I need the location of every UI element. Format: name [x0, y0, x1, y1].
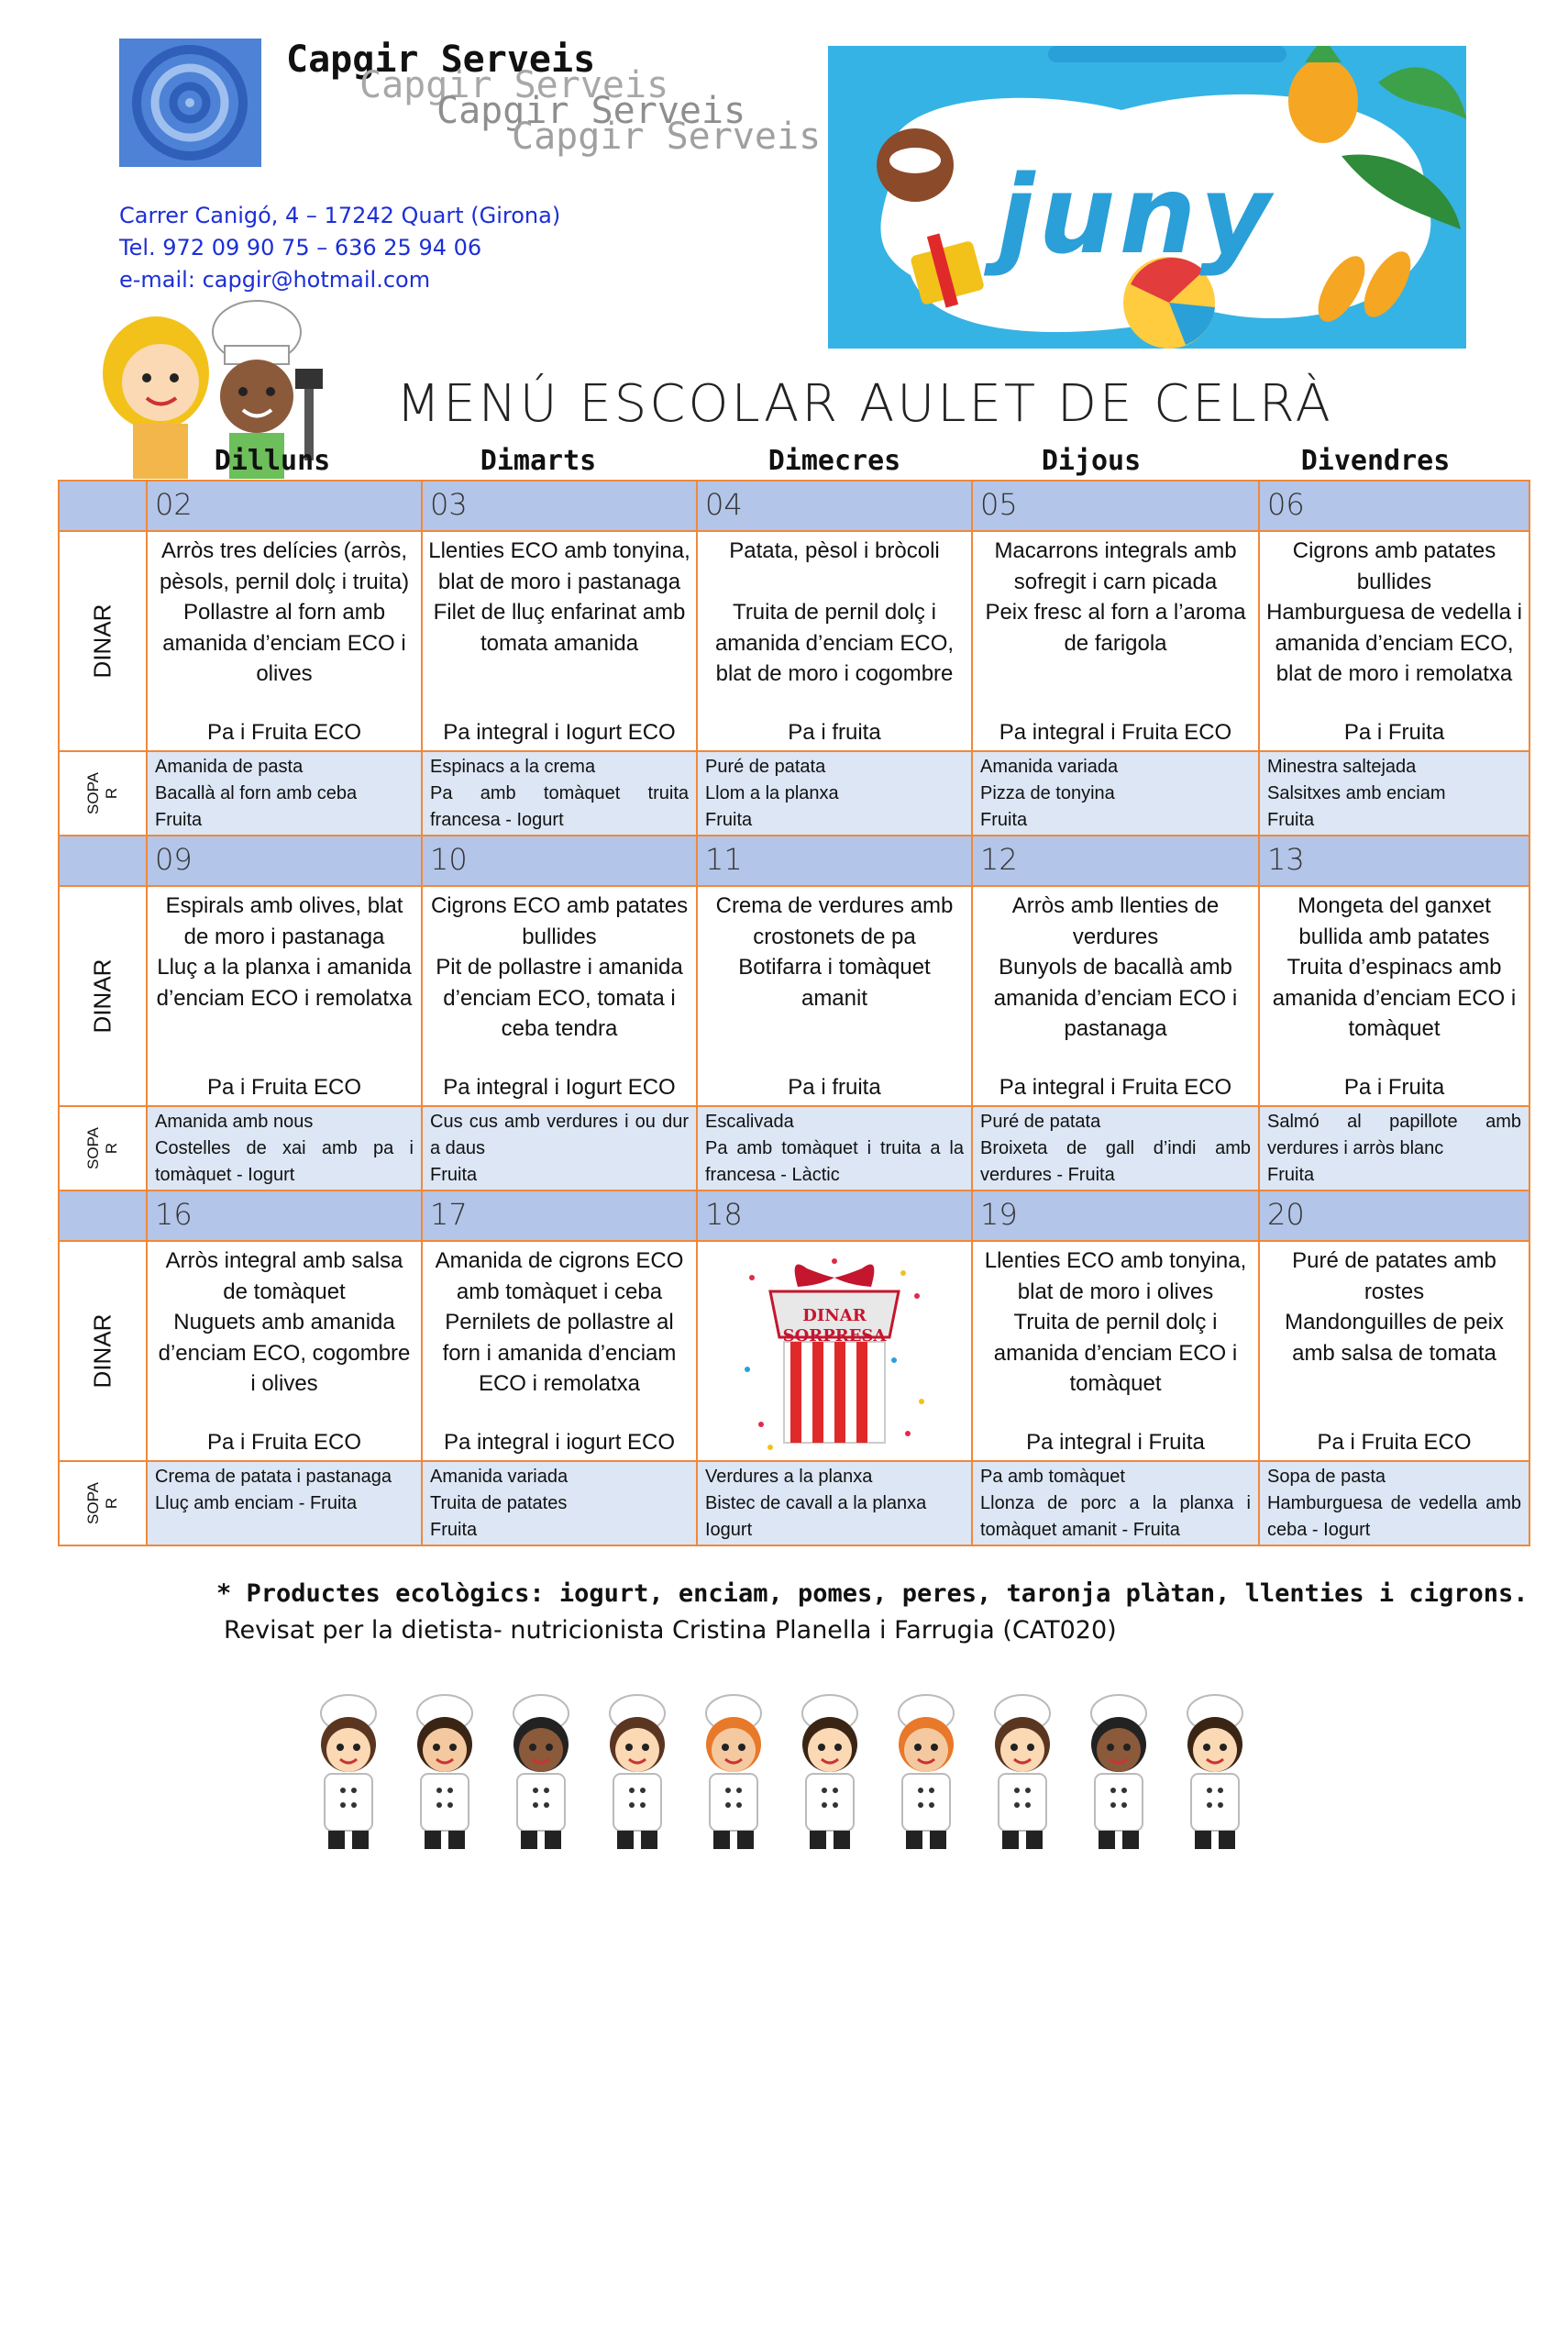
- dinar-friday: [1259, 886, 1529, 1106]
- dinar-bread-dessert: Pa i Fruita ECO: [206, 1429, 362, 1455]
- dinar-dish: Llenties ECO amb tonyina, blat de moro i pastanaga Filet de lluç enfarinat amb tomata amanida: [428, 538, 690, 656]
- sopar-row: [59, 1106, 1529, 1191]
- dinar-monday: [147, 886, 422, 1106]
- sopar-label-cell: [59, 1461, 147, 1545]
- menu-title: MENÚ ESCOLAR AULET DE CELRÀ: [396, 374, 1333, 434]
- dinar-label-cell: [59, 531, 147, 751]
- dinar-label: DINAR: [88, 958, 116, 1034]
- chef-kid-icon: [321, 1695, 376, 1849]
- date-tuesday: 10: [422, 836, 697, 886]
- sopar-wednesday: Verdures a la planxa Bistec de cavall a la planxa Iogurt: [697, 1461, 972, 1545]
- date-monday: 02: [147, 481, 422, 531]
- chef-kid-icon: [995, 1695, 1050, 1849]
- email[interactable]: e-mail: capgir@hotmail.com: [119, 267, 431, 293]
- date-tuesday: 03: [422, 481, 697, 531]
- company-name: Capgir Serveis: [286, 39, 596, 81]
- sopar-label-cell: [59, 1106, 147, 1191]
- eco-products-note: * Productes ecològics: iogurt, enciam, pomes, peres, taronja plàtan, llenties i cigrons.: [216, 1579, 1529, 1608]
- chef-kid-icon: [1091, 1695, 1146, 1849]
- dinar-wednesday: [697, 886, 972, 1106]
- sopar-friday: Salmó al papillote amb verdures i arròs blanc Fruita: [1259, 1106, 1529, 1191]
- date-row: [59, 481, 1529, 531]
- dinar-label-cell: [59, 1241, 147, 1461]
- dinar-dish: Llenties ECO amb tonyina, blat de moro i olives Truita de pernil dolç i amanida d’enciam ECO i tomàquet: [984, 1248, 1247, 1396]
- day-header-thursday: Dijous: [1041, 445, 1142, 477]
- dinar-bread-dessert: Pa integral i Fruita ECO: [999, 1074, 1232, 1100]
- dinar-dish: Arròs integral amb salsa de tomàquet Nuguets amb amanida d’enciam ECO, cogombre i olives: [158, 1248, 411, 1396]
- dinar-dish: Arròs amb llenties de verdures Bunyols de bacallà amb amanida d’enciam ECO i pastanaga: [993, 893, 1238, 1041]
- sopar-thursday: Pa amb tomàquet Llonza de porc a la planxa i tomàquet amanit - Fruita: [972, 1461, 1259, 1545]
- dinar-monday: [147, 1241, 422, 1461]
- dinar-label: DINAR: [88, 604, 116, 679]
- sopar-thursday: Amanida variada Pizza de tonyina Fruita: [972, 751, 1259, 836]
- phone: Tel. 972 09 90 75 – 636 25 94 06: [119, 235, 482, 260]
- date-row: [59, 836, 1529, 886]
- dinar-dish: Espirals amb olives, blat de moro i pastanaga Lluç a la planxa i amanida d’enciam ECO i remolatxa: [156, 893, 413, 1011]
- sopar-wednesday: Escalivada Pa amb tomàquet i truita a la francesa - Làctic: [697, 1106, 972, 1191]
- company-name-echo-2: Capgir Serveis: [436, 90, 746, 132]
- surprise-box-icon: [734, 1250, 935, 1456]
- dinar-bread-dessert: Pa i Fruita ECO: [1317, 1429, 1472, 1455]
- contact-block: [119, 200, 560, 296]
- dinar-wednesday: [697, 1241, 972, 1461]
- dinar-label-cell: [59, 886, 147, 1106]
- date-row: [59, 1191, 1529, 1241]
- day-header-wednesday: Dimecres: [767, 445, 901, 477]
- dinar-dish: Amanida de cigrons ECO amb tomàquet i ceba Pernilets de pollastre al forn i amanida d’enciam ECO i remolatxa: [435, 1248, 684, 1396]
- sopar-tuesday: Amanida variada Truita de patates Fruita: [422, 1461, 697, 1545]
- dinar-dish: Macarrons integrals amb sofregit i carn picada Peix fresc al forn a l’aroma de farigola: [985, 538, 1246, 656]
- company-logo: [119, 39, 261, 167]
- sopar-monday: Crema de patata i pastanaga Lluç amb enciam - Fruita: [147, 1461, 422, 1545]
- month-banner: [828, 46, 1466, 349]
- chef-kid-icon: [610, 1695, 665, 1849]
- sopar-label: SOPA R: [84, 1482, 120, 1524]
- date-row-label: [59, 1191, 147, 1241]
- dinar-dish: Mongeta del ganxet bullida amb patates Truita d’espinacs amb amanida d’enciam ECO i tomàquet: [1272, 893, 1517, 1041]
- date-friday: 13: [1259, 836, 1529, 886]
- dinar-row: [59, 1241, 1529, 1461]
- dinar-tuesday: [422, 531, 697, 751]
- date-wednesday: 18: [697, 1191, 972, 1241]
- dinar-dish: Puré de patates amb rostes Mandonguilles de peix amb salsa de tomata: [1285, 1248, 1504, 1366]
- logo-spiral-icon: [119, 39, 261, 167]
- dinar-wednesday: [697, 531, 972, 751]
- dinar-bread-dessert: Pa i fruita: [788, 1074, 881, 1100]
- day-header-monday: Dilluns: [214, 445, 331, 477]
- month-label: juny: [998, 151, 1275, 278]
- date-monday: 09: [147, 836, 422, 886]
- date-thursday: 05: [972, 481, 1259, 531]
- sopar-row: [59, 1461, 1529, 1545]
- dinar-bread-dessert: Pa i Fruita: [1343, 719, 1445, 745]
- day-header-tuesday: Dimarts: [480, 445, 597, 477]
- date-thursday: 12: [972, 836, 1259, 886]
- date-row-label: [59, 481, 147, 531]
- dinar-thursday: [972, 531, 1259, 751]
- chef-kids-banner-icon: [303, 1688, 1265, 1853]
- dinar-friday: [1259, 1241, 1529, 1461]
- sopar-friday: Sopa de pasta Hamburguesa de vedella amb ceba - Iogurt: [1259, 1461, 1529, 1545]
- dinar-tuesday: [422, 886, 697, 1106]
- dinar-label: DINAR: [88, 1313, 116, 1389]
- date-friday: 06: [1259, 481, 1529, 531]
- dinar-monday: [147, 531, 422, 751]
- date-row-label: [59, 836, 147, 886]
- dinar-bread-dessert: Pa integral i Fruita ECO: [999, 719, 1232, 745]
- menu-table: [58, 480, 1530, 1546]
- dinar-dish: Cigrons amb patates bullides Hamburguesa de vedella i amanida d’enciam ECO, blat de moro i remolatxa: [1266, 538, 1522, 686]
- day-header-friday: Divendres: [1300, 445, 1451, 477]
- dinar-bread-dessert: Pa integral i Fruita: [1026, 1429, 1205, 1455]
- date-friday: 20: [1259, 1191, 1529, 1241]
- surprise-label: DINAR SORPRESA: [782, 1306, 887, 1346]
- sopar-label: SOPA R: [84, 1127, 120, 1169]
- dinar-bread-dessert: Pa i Fruita ECO: [206, 719, 362, 745]
- date-wednesday: 04: [697, 481, 972, 531]
- date-wednesday: 11: [697, 836, 972, 886]
- dinar-thursday: [972, 886, 1259, 1106]
- dinar-dish: Arròs tres delícies (arròs, pèsols, pernil dolç i truita) Pollastre al forn amb amanida d’enciam ECO i olives: [159, 538, 410, 686]
- dinar-bread-dessert: Pa integral i Iogurt ECO: [443, 1074, 676, 1100]
- address: Carrer Canigó, 4 – 17242 Quart (Girona): [119, 203, 561, 228]
- date-monday: 16: [147, 1191, 422, 1241]
- chef-kid-icon: [1187, 1695, 1242, 1849]
- dinar-dish: Cigrons ECO amb patates bullides Pit de pollastre i amanida d’enciam ECO, tomata i ceba tendra: [430, 893, 689, 1041]
- chef-kid-icon: [802, 1695, 857, 1849]
- sopar-label-cell: [59, 751, 147, 836]
- chef-kid-icon: [706, 1695, 761, 1849]
- dinar-bread-dessert: Pa i Fruita: [1343, 1074, 1445, 1100]
- sopar-row: [59, 751, 1529, 836]
- dinar-bread-dessert: Pa integral i Iogurt ECO: [443, 719, 676, 745]
- reviewed-by-note: Revisat per la dietista- nutricionista Cristina Planella i Farrugia (CAT020): [224, 1616, 1117, 1645]
- sopar-tuesday: Cus cus amb verdures i ou dur a daus Fruita: [422, 1106, 697, 1191]
- sopar-thursday: Puré de patata Broixeta de gall d’indi amb verdures - Fruita: [972, 1106, 1259, 1191]
- sopar-tuesday: Espinacs a la crema Pa amb tomàquet truita francesa - Iogurt: [422, 751, 697, 836]
- chef-kid-icon: [417, 1695, 472, 1849]
- dinar-dish: Patata, pèsol i bròcoli Truita de pernil dolç i amanida d’enciam ECO, blat de moro i cogombre: [714, 538, 955, 686]
- sopar-wednesday: Puré de patata Llom a la planxa Fruita: [697, 751, 972, 836]
- dinar-tuesday: [422, 1241, 697, 1461]
- dinar-row: [59, 886, 1529, 1106]
- company-name-echo-3: Capgir Serveis: [512, 116, 822, 158]
- dinar-bread-dessert: Pa integral i iogurt ECO: [443, 1429, 676, 1455]
- company-name-echo-1: Capgir Serveis: [359, 64, 669, 106]
- chef-kid-icon: [513, 1695, 569, 1849]
- dinar-friday: [1259, 531, 1529, 751]
- date-thursday: 19: [972, 1191, 1259, 1241]
- surprise-lunch: [703, 1246, 966, 1460]
- dinar-bread-dessert: Pa i Fruita ECO: [206, 1074, 362, 1100]
- dinar-bread-dessert: Pa i fruita: [788, 719, 881, 745]
- sopar-monday: Amanida amb nous Costelles de xai amb pa i tomàquet - Iogurt: [147, 1106, 422, 1191]
- date-tuesday: 17: [422, 1191, 697, 1241]
- dinar-thursday: [972, 1241, 1259, 1461]
- sopar-friday: Minestra saltejada Salsitxes amb enciam Fruita: [1259, 751, 1529, 836]
- sopar-monday: Amanida de pasta Bacallà al forn amb ceba Fruita: [147, 751, 422, 836]
- sopar-label: SOPA R: [84, 772, 120, 814]
- chef-kid-icon: [899, 1695, 954, 1849]
- dinar-dish: Crema de verdures amb crostonets de pa Botifarra i tomàquet amanit: [715, 893, 954, 1011]
- dinar-row: [59, 531, 1529, 751]
